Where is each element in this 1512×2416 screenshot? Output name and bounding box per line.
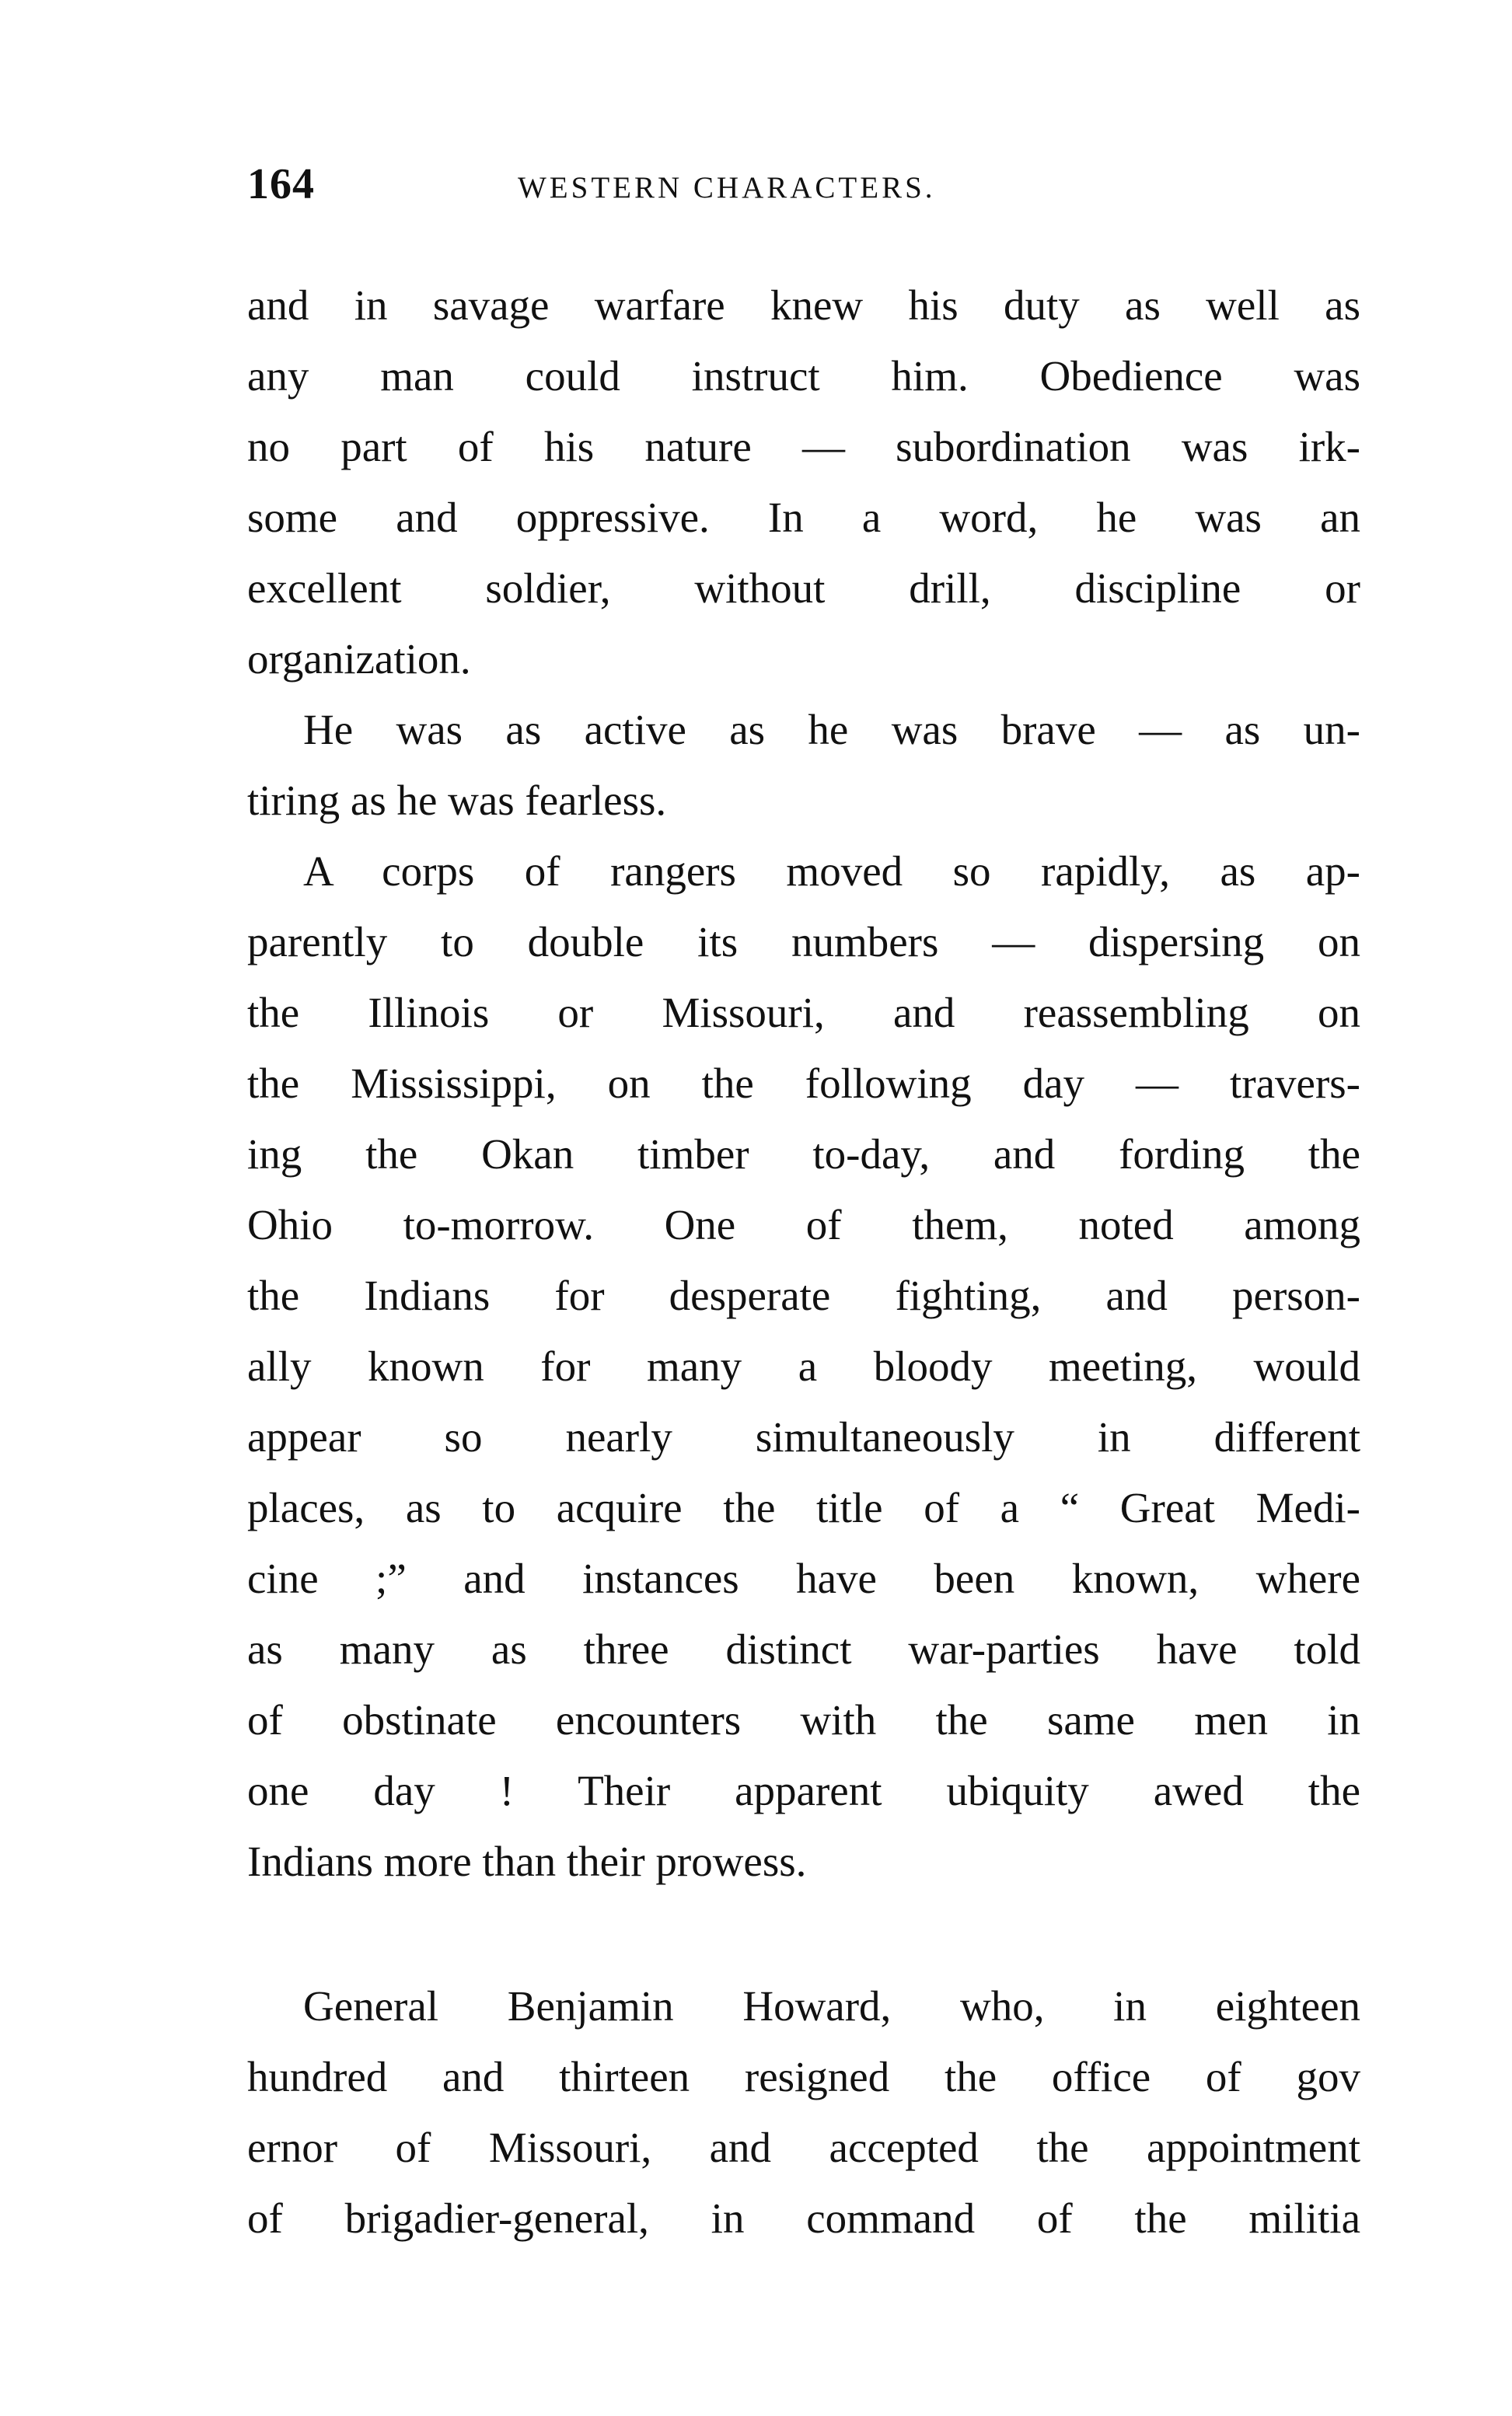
text-line: ernor of Missouri, and accepted the appointment	[247, 2124, 1360, 2171]
text-line: and in savage warfare knew his duty as well as	[247, 281, 1360, 329]
text-line: one day ! Their apparent ubiquity awed the	[247, 1767, 1360, 1814]
text-line: organization.	[247, 635, 471, 683]
text-line: Ohio to-morrow. One of them, noted among	[247, 1201, 1360, 1248]
text-line: appear so nearly simultaneously in different	[247, 1413, 1360, 1461]
text-line: no part of his nature — subordination was irk-	[247, 423, 1360, 470]
page-header	[247, 159, 1359, 214]
text-line: hundred and thirteen resigned the office of gov	[247, 2053, 1360, 2100]
text-line: some and oppressive. In a word, he was an	[247, 494, 1360, 541]
text-line: the Illinois or Missouri, and reassembling on	[247, 989, 1360, 1036]
text-line: ing the Okan timber to-day, and fording the	[247, 1130, 1360, 1178]
paragraph-1	[247, 270, 1360, 694]
text-line: General Benjamin Howard, who, in eighteen	[303, 1982, 1360, 2030]
text-line: parently to double its numbers — dispersing on	[247, 918, 1360, 965]
text-line: ally known for many a bloody meeting, would	[247, 1342, 1360, 1390]
text-line: of obstinate encounters with the same men in	[247, 1696, 1360, 1744]
text-line: tiring as he was fearless.	[247, 777, 667, 824]
text-line: excellent soldier, without drill, discipline or	[247, 564, 1360, 612]
paragraph-3	[247, 836, 1360, 1897]
text-line: any man could instruct him. Obedience was	[247, 352, 1360, 400]
text-line: as many as three distinct war-parties have told	[247, 1625, 1360, 1673]
text-line: the Mississippi, on the following day — travers-	[247, 1060, 1360, 1107]
text-line: the Indians for desperate fighting, and person-	[247, 1272, 1360, 1319]
text-line: places, as to acquire the title of a “ Great Medi-	[247, 1484, 1360, 1531]
text-line: Indians more than their prowess.	[247, 1838, 807, 1885]
text-line: A corps of rangers moved so rapidly, as ap-	[303, 847, 1360, 895]
text-line: He was as active as he was brave — as un-	[303, 706, 1360, 753]
paragraph-2	[247, 694, 1360, 836]
text-line: cine ;” and instances have been known, where	[247, 1555, 1360, 1602]
page-number: 164	[247, 160, 315, 208]
paragraph-4	[247, 1971, 1360, 2254]
running-title: WESTERN CHARACTERS.	[518, 171, 936, 204]
text-line: of brigadier-general, in command of the militia	[247, 2194, 1360, 2242]
